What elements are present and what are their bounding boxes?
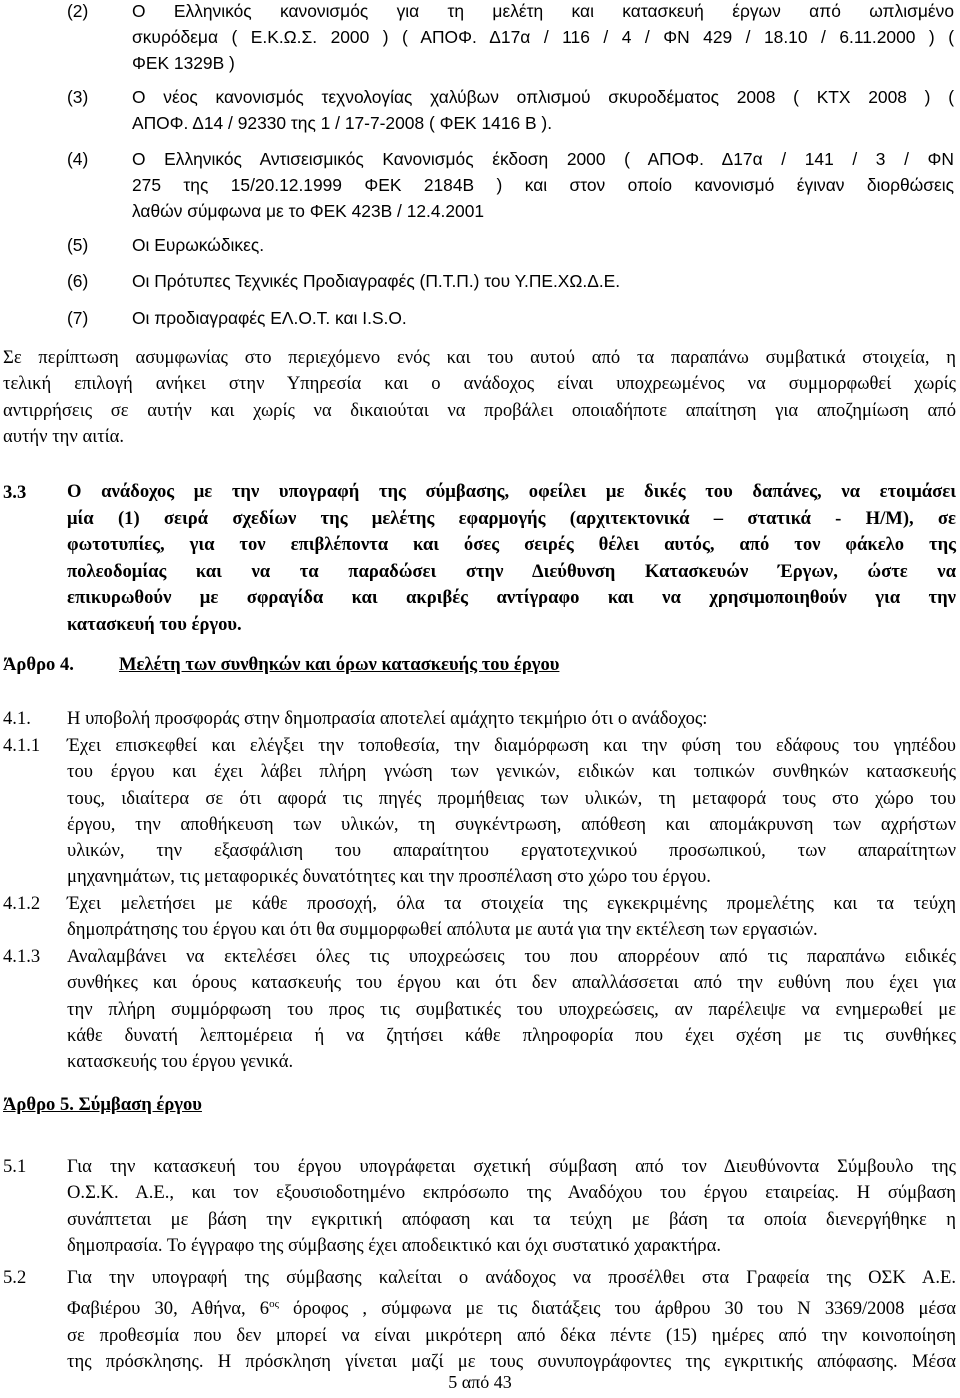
- section-number-3-3: 3.3: [3, 482, 27, 503]
- paragraph-line: Ο.Σ.Κ. Α.Ε., και τον εξουσιοδοτημένο εκπρόσωπο της Αναδόχου του έργου εταιρείας. Η σύμβαση: [67, 1182, 956, 1204]
- list-number: (7): [67, 308, 89, 328]
- section-number-5-1: 5.1: [3, 1156, 27, 1177]
- section-number-4-1-2: 4.1.2: [3, 893, 41, 914]
- paragraph-line: [67, 1291, 956, 1322]
- section-4-1-2-text: [67, 891, 956, 944]
- paragraph-line: φωτοτυπίες, για τον επιβλέποντα και όσες σειρές θέλει αυτός, από τον φάκελο της: [67, 534, 956, 555]
- list-text: Ο νέος κανονισμός τεχνολογίας χαλύβων οπλισμού σκυροδέματος 2008 ( ΚΤΧ 2008 ) (: [132, 87, 954, 107]
- paragraph-line: Έχει επισκεφθεί και ελέγξει την τοποθεσία, την διαμόρφωση και την φύση του εδάφους του γηπέδου: [67, 735, 956, 756]
- page-number: 5 από 43: [448, 1372, 512, 1392]
- list-text: σκυρόδεμα ( Ε.Κ.Ω.Σ. 2000 ) ( ΑΠΟΦ. Δ17α / 116 / 4 / ΦΝ 429 / 18.10 / 6.11.2000 ) (: [132, 27, 954, 47]
- list-number: (6): [67, 271, 89, 291]
- paragraph-line: την πλήρη συμμόρφωση του προς τις συμβατικές του υποχρεώσεις, αν παρέλειψε να ενημερωθεί με: [67, 998, 956, 1020]
- section-3-3-text: [67, 479, 956, 638]
- list-number: (4): [67, 149, 89, 169]
- conflict-paragraph: [3, 345, 956, 450]
- article-title: Μελέτη των συνθηκών και όρων κατασκευής του έργου: [119, 654, 560, 675]
- paragraph-line: μία (1) σειρά σχεδίων της μελέτης εφαρμογής (αρχιτεκτονικά – στατικά - Η/Μ), σε: [67, 507, 956, 529]
- paragraph-line: κατασκευή του έργου.: [67, 613, 242, 635]
- paragraph-line: Σε περίπτωση ασυμφωνίας στο περιεχόμενο ενός και του αυτού από τα παραπάνω συμβατικά στοιχεία, η: [3, 347, 956, 368]
- paragraph-line: επικυρωθούν με σφραγίδα και ακριβές αντίγραφο και να χρησιμοποιηθούν για την: [67, 587, 956, 608]
- article-4-heading: [3, 654, 560, 676]
- section-number-5-2: 5.2: [3, 1267, 27, 1288]
- paragraph-line: Ο ανάδοχος με την υπογραφή της σύμβασης, οφείλει με δικές του δαπάνες, να ετοιμάσει: [67, 481, 956, 502]
- section-4-1-3-text: [67, 944, 956, 1075]
- section-number-4-1-3: 4.1.3: [3, 946, 41, 967]
- list-number: (2): [67, 1, 89, 21]
- list-text: Ο Ελληνικός κανονισμός για τη μελέτη και κατασκευή έργων από ωπλισμένο: [132, 1, 954, 21]
- list-text: ΦΕΚ 1329Β ): [132, 53, 235, 73]
- list-text: Οι Πρότυπες Τεχνικές Προδιαγραφές (Π.Τ.Π.) του Υ.ΠΕ.ΧΩ.Δ.Ε.: [132, 271, 621, 291]
- paragraph-line: Έχει μελετήσει με κάθε προσοχή, όλα τα στοιχεία της εγκεκριμένης προμελέτης και τα τεύχη: [67, 893, 956, 914]
- paragraph-line: αυτήν την αιτία.: [3, 425, 125, 447]
- section-5-2-text: [67, 1265, 956, 1375]
- paragraph-line: κατασκευής του έργου γενικά.: [67, 1051, 294, 1073]
- ordinal-superscript: ος: [269, 1298, 279, 1311]
- paragraph-line: του έργου και έχει λάβει πλήρη γνώση των γενικών, ειδικών και τοπικών συνθηκών κατασκευής: [67, 761, 956, 783]
- paragraph-line: τελική επιλογή ανήκει στην Υπηρεσία και ο ανάδοχος είναι υποχρεωμένος να συμμορφωθεί χωρίς: [3, 373, 956, 395]
- section-number-4-1-1: 4.1.1: [3, 735, 41, 756]
- section-number-4-1: 4.1.: [3, 708, 31, 729]
- list-number: (3): [67, 87, 89, 107]
- paragraph-line: δημοπρασία. Το έγγραφο της σύμβασης έχει αποδεικτικό και όχι συστατικό χαρακτήρα.: [67, 1234, 721, 1256]
- article-label: Άρθρο 4.: [3, 654, 74, 675]
- paragraph-line: πολεοδομίας και να τα παραδώσει στην Διεύθυνση Κατασκευών Έργων, ώστε να: [67, 560, 956, 582]
- section-4-1-text: [67, 706, 956, 732]
- list-text: 275 της 15/20.12.1999 ΦΕΚ 2184Β ) και στον οποίο κανονισμό έγιναν διορθώσεις: [132, 175, 954, 195]
- text-fragment: όροφος , σύμφωνα με τις διατάξεις του άρθρου 30 του Ν 3369/2008 μέσα: [278, 1298, 957, 1320]
- paragraph-line: σε προθεσμία που δεν μπορεί να είναι μικρότερη από δέκα πέντε (15) ημέρες από την κοινοποίηση: [67, 1324, 956, 1346]
- section-5-1-text: [67, 1154, 956, 1259]
- paragraph-line: Για την κατασκευή του έργου υπογράφεται σχετική σύμβαση από τον Διευθύνοντα Σύμβουλο της: [67, 1156, 956, 1177]
- paragraph-line: μηχανημάτων, τις μεταφορικές δυνατότητες και την προσπέλαση στο χώρο του έργου.: [67, 866, 711, 888]
- list-text: ΑΠΟΦ. Δ14 / 92330 της 1 / 17-7-2008 ( ΦΕΚ 1416 Β ).: [132, 113, 553, 133]
- paragraph-line: υλικών, την εξασφάλιση του απαραίτητου εργατοτεχνικού προσωπικού, των απαραίτητων: [67, 840, 956, 862]
- section-4-1-1-text: [67, 733, 956, 891]
- paragraph-line: συνάπτεται με βάση την εγκριτική απόφαση και τα τεύχη με βάση τα οποία διενεργήθηκε η: [67, 1208, 956, 1230]
- article-5-heading: Άρθρο 5. Σύμβαση έργου: [3, 1094, 202, 1115]
- paragraph-line: Για την υπογραφή της σύμβασης καλείται ο ανάδοχος να προσέλθει στα Γραφεία της ΟΣΚ Α.Ε.: [67, 1267, 956, 1288]
- list-text: λαθών σύμφωνα με το ΦΕΚ 423Β / 12.4.2001: [132, 201, 485, 221]
- paragraph-line: τους, ιδιαίτερα σε ότι αφορά τις πηγές προμήθειας των υλικών, τη μεταφορά τους στο χώρο του: [67, 787, 956, 809]
- paragraph-line: έργου, την αποθήκευση των υλικών, τη συγκέντρωση, απόθεση και απομάκρυνση των αχρήστων: [67, 813, 956, 835]
- list-text: Ο Ελληνικός Αντισεισμικός Κανονισμός έκδοση 2000 ( ΑΠΟΦ. Δ17α / 141 / 3 / ΦΝ: [132, 149, 954, 169]
- paragraph-line: της πρόσκλησης. Η πρόσκληση γίνεται μαζί με τους συνυπογράφοντες της εγκριτικής απόφασης. Μέσα: [67, 1351, 956, 1373]
- paragraph-line: αντιρρήσεις σε αυτήν και χωρίς να δικαιούται να προβάλει οποιαδήποτε απαίτηση για αποζημίωση από: [3, 399, 956, 421]
- text-fragment: Φαβιέρου 30, Αθήνα, 6: [67, 1298, 270, 1320]
- paragraph-line: κάθε δυνατή λεπτομέρεια ή να ζητήσει κάθε πληροφορία που έχει σχέση με τις συνθήκες: [67, 1024, 956, 1046]
- paragraph-line: δημοπράτησης του έργου και ότι θα συμμορφωθεί απόλυτα με αυτά για την εκτέλεση των εργασιών.: [67, 919, 818, 941]
- paragraph-line: συνθήκες και όρους κατασκευής του έργου και ότι δεν απαλλάσσεται από την ευθύνη που έχει για: [67, 972, 956, 994]
- list-text: Οι Ευρωκώδικες.: [132, 235, 265, 255]
- list-text: Οι προδιαγραφές ΕΛ.Ο.Τ. και I.S.O.: [132, 308, 407, 328]
- paragraph-line: Η υποβολή προσφοράς στην δημοπρασία αποτελεί αμάχητο τεκμήριο ότι ο ανάδοχος:: [67, 708, 708, 729]
- list-number: (5): [67, 235, 89, 255]
- paragraph-line: Αναλαμβάνει να εκτελέσει όλες τις υποχρεώσεις του που απορρέουν από τις παραπάνω ειδικές: [67, 946, 956, 967]
